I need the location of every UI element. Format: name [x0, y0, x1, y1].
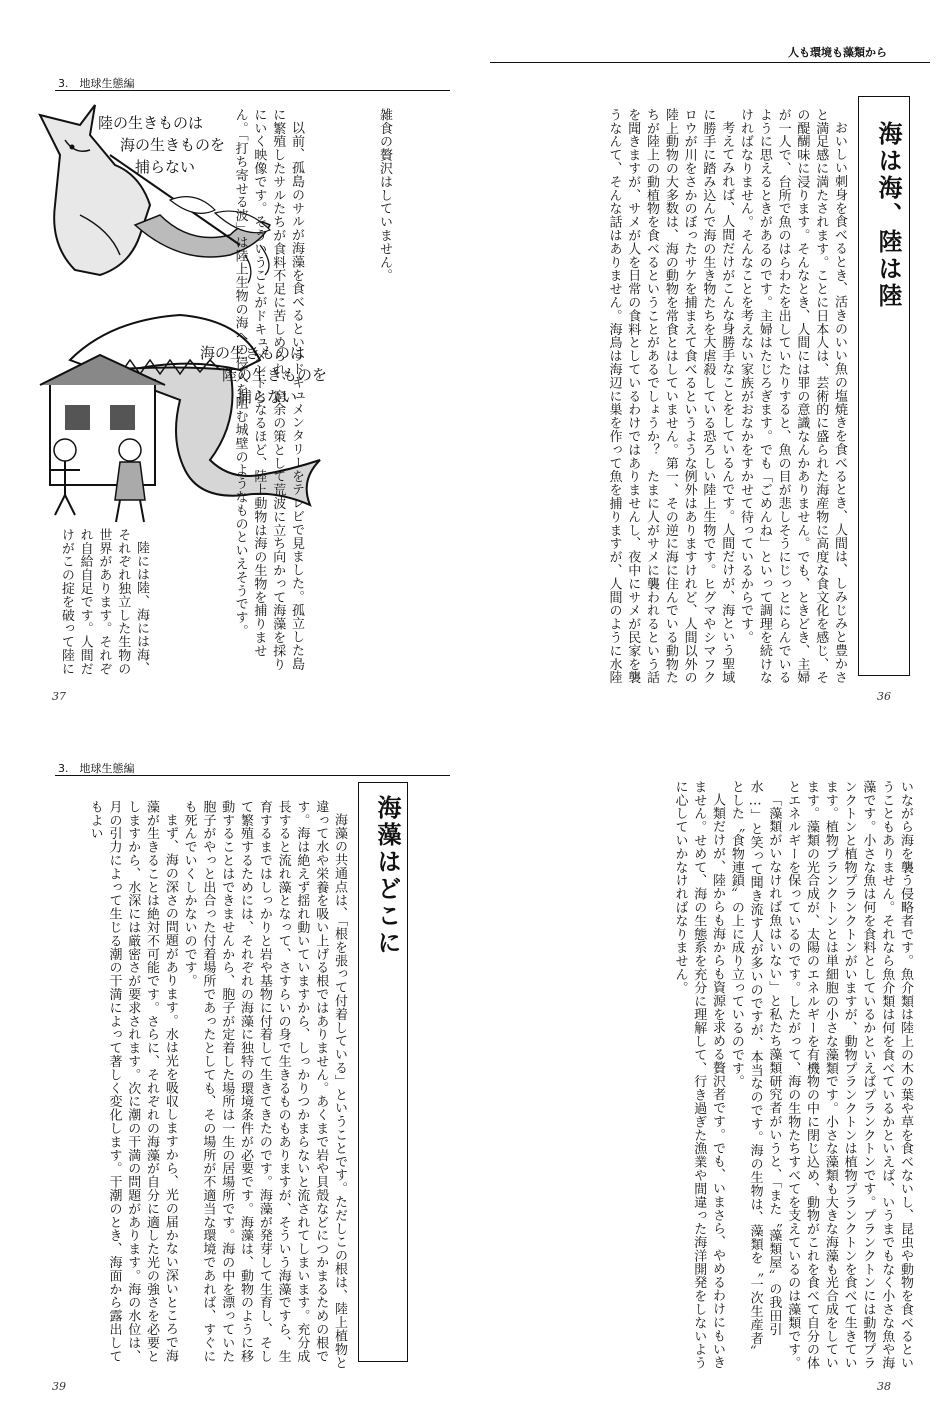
page37-body-upper: [305, 108, 393, 678]
title-box-p39: [358, 782, 408, 1362]
caption2-line1: 海の生きものは: [200, 344, 306, 362]
page39-title: 海藻はどこに: [373, 795, 401, 957]
caption2-line2: 陸の生きものを: [222, 366, 328, 384]
caption2-line3: 捕らない: [237, 388, 298, 406]
running-head: 人も環境も藻類から: [788, 46, 887, 59]
header-rule-p39: [55, 775, 450, 776]
page37-paragraph-3: 陸には陸、海には海、それぞれ独立した生物の世界があります。それぞれ自給自足です。人間だけがこの掟を破って陸に: [58, 528, 149, 676]
page39-paragraph-1: 海藻の共通点は、「根を張って付着している」ということです。ただしこの根は、陸上植物と違って水や栄養を吸い上げる根ではありません。あくまで岩や貝殻などにつかまるための根です。海は絶えず揺れ動いていますから、しっかりつかまらないと流されてしまいます。充分成長すると流れ藻となって、さすらいの身で生きるものもありますが、そういう海藻ですら、生育するまではしっかりと岩や基物に付着して生きてきたのです。海藻が発芽して生育し、そして繁殖するためには、それぞれの海藻に独特の環境条件が必要です。海藻は、動物のように移動することはできませんから、胞子が定着した場所は一生の居場所です。海の中を漂っていた胞子がやっと出合った付着場所であったとしても、その場所が不適当な環境であれば、すぐにも死んでいくしかないのです。: [181, 800, 347, 1370]
page38-paragraph-2: 「藻類がいなければ魚はいない」と私たち藻類研究者がいうと、「また〝藻類屋〟の我田引水…」と笑って聞き流す人が多いのですが、本当なのです。海の生物は、藻類を〝一次生産者〟とした〝食物連鎖〟の上に成り立っているのです。: [728, 780, 782, 1359]
caption1-line3: 捕らない: [135, 158, 196, 176]
section-label-p37: 3. 地球生態編: [58, 77, 135, 90]
folio-p38: 38: [877, 1380, 891, 1393]
page38-paragraph-3: 人類だけが、陸からも海からも資源を求める贅沢者です。でも、いまさら、やめるわけにもいきません。せめて、海の生態系を充分に理解して、行き過ぎた漁業や間違った海洋開発をしないように心していかなければなりません。: [672, 780, 726, 1370]
section-label-p39: 3. 地球生態編: [58, 762, 135, 775]
folio-p39: 39: [52, 1380, 66, 1393]
page37-body-lower: [48, 528, 150, 678]
header-rule-p37: [55, 90, 450, 91]
page37-body-mid: [150, 108, 305, 678]
page37-paragraph-1: 雑食の贅沢はしていません。: [377, 108, 392, 283]
page38-paragraph-1: いながら海を襲う侵略者です。魚介類は陸上の木の葉や草を食べないし、昆虫や動物を食べるということもありません。それなら魚介類は何を食べているかといえば、いうまでもなく小さな魚や海藻です。小さな魚は何を食料としているかといえばプランクトンです。プランクトンには動物プランクトンと植物プランクトンがいますが、動物プランクトンは植物プランクトンを食べて生きています。植物プランクトンとは単細胞の小さな藻類です。小さな藻類も大きな海藻も光合成をしています。藻類の光合成が、太陽のエネルギーを有機物の中に閉じ込め、動物がこれを食べて自分の体とエネルギーを保っているのです。したがって、海の生物たちすべてを支えているのは藻類です。: [785, 780, 913, 1370]
folio-p36: 36: [877, 690, 891, 703]
page38-body: [566, 780, 914, 1370]
caption1-line2: 海の生きものを: [120, 136, 226, 154]
caption1-line1: 陸の生きものは: [98, 114, 204, 132]
page36-title: 海は海、陸は陸: [874, 121, 902, 310]
header-rule-top-right: [490, 62, 930, 63]
page39-paragraph-2: まず、海の深さの問題があります。水は光を吸収しますから、光の届かない深いところで海藻が生きることは絶対不可能です。さらに、それぞれの海藻が自分に適した光の強さを必要としますから、水深には厳密さが要求されます。次に潮の干満の問題があります。海の水位は、月の引力によって生じる潮の干満によって著しく変化します。干潮のとき、海面から露出してもよい: [87, 800, 178, 1363]
folio-p37: 37: [52, 690, 66, 703]
page37-paragraph-2: 以前、孤島のサルが海藻を食べるというドキュメンタリーをテレビで見ました。孤立した島に繁殖したサルたちが食料不足に苦しめられ、窮余の策として荒波に立ち向かって海藻を採りにいく映像です。そういうことがドキュメントとなるほど、陸上動物は海の生物を捕りません。「打ち寄せる波」は陸上生物の海への侵入を阻む城壁のようなものといえそうです。: [232, 108, 304, 671]
page36-paragraph-2: 考えてみれば、人間だけがこんな身勝手なことをしているんです。人間だけが、海という聖域に勝手に踏み込んで海の生き物たちを大虐殺している恐ろしい陸上生物です。ヒグマやシマフクロウが川をさかのぼったサケを捕まえて食べるというような例外はありますけれど、人間以外の陸上動物の大多数は、海の動物を常食とはしていません。第一、その逆に海に住んでいる動物たちが陸上の動植物を食べるということがあるでしょうか？ たまに人がサメに襲われるという話を聞きますが、サメが人を日常の食料としているわけではありませんし、夜中にサメが民家を襲うなんて、そんな話はありません。海鳥は海辺に巣を作って魚を捕りますが、人間のように水陸: [606, 108, 735, 685]
page39-body: [52, 800, 348, 1370]
title-box-p36: [858, 96, 910, 676]
page36-body: [522, 108, 848, 686]
page36-paragraph-1: おいしい刺身を食べるとき、活きのいい魚の塩焼きを食べるとき、人間は、しみじみと豊かさと満足感に満たされます。ことに日本人は、芸術的に盛られた海産物に高度な食文化を感じ、その醍醐味に浸ります。そんなとき、人間には罪の意識なんかありません。でも、ときどき、主婦が一人で、台所で魚のはらわたを出していたりすると、魚の目が悲しそうにじっとにらんでいるように思えるときがあるのです。主婦はたじろぎます。でも「ごめんね」といって調理を続けなければなりません。そんなことを考えない家族がおなかをすかせて待っているからです。: [738, 108, 847, 685]
